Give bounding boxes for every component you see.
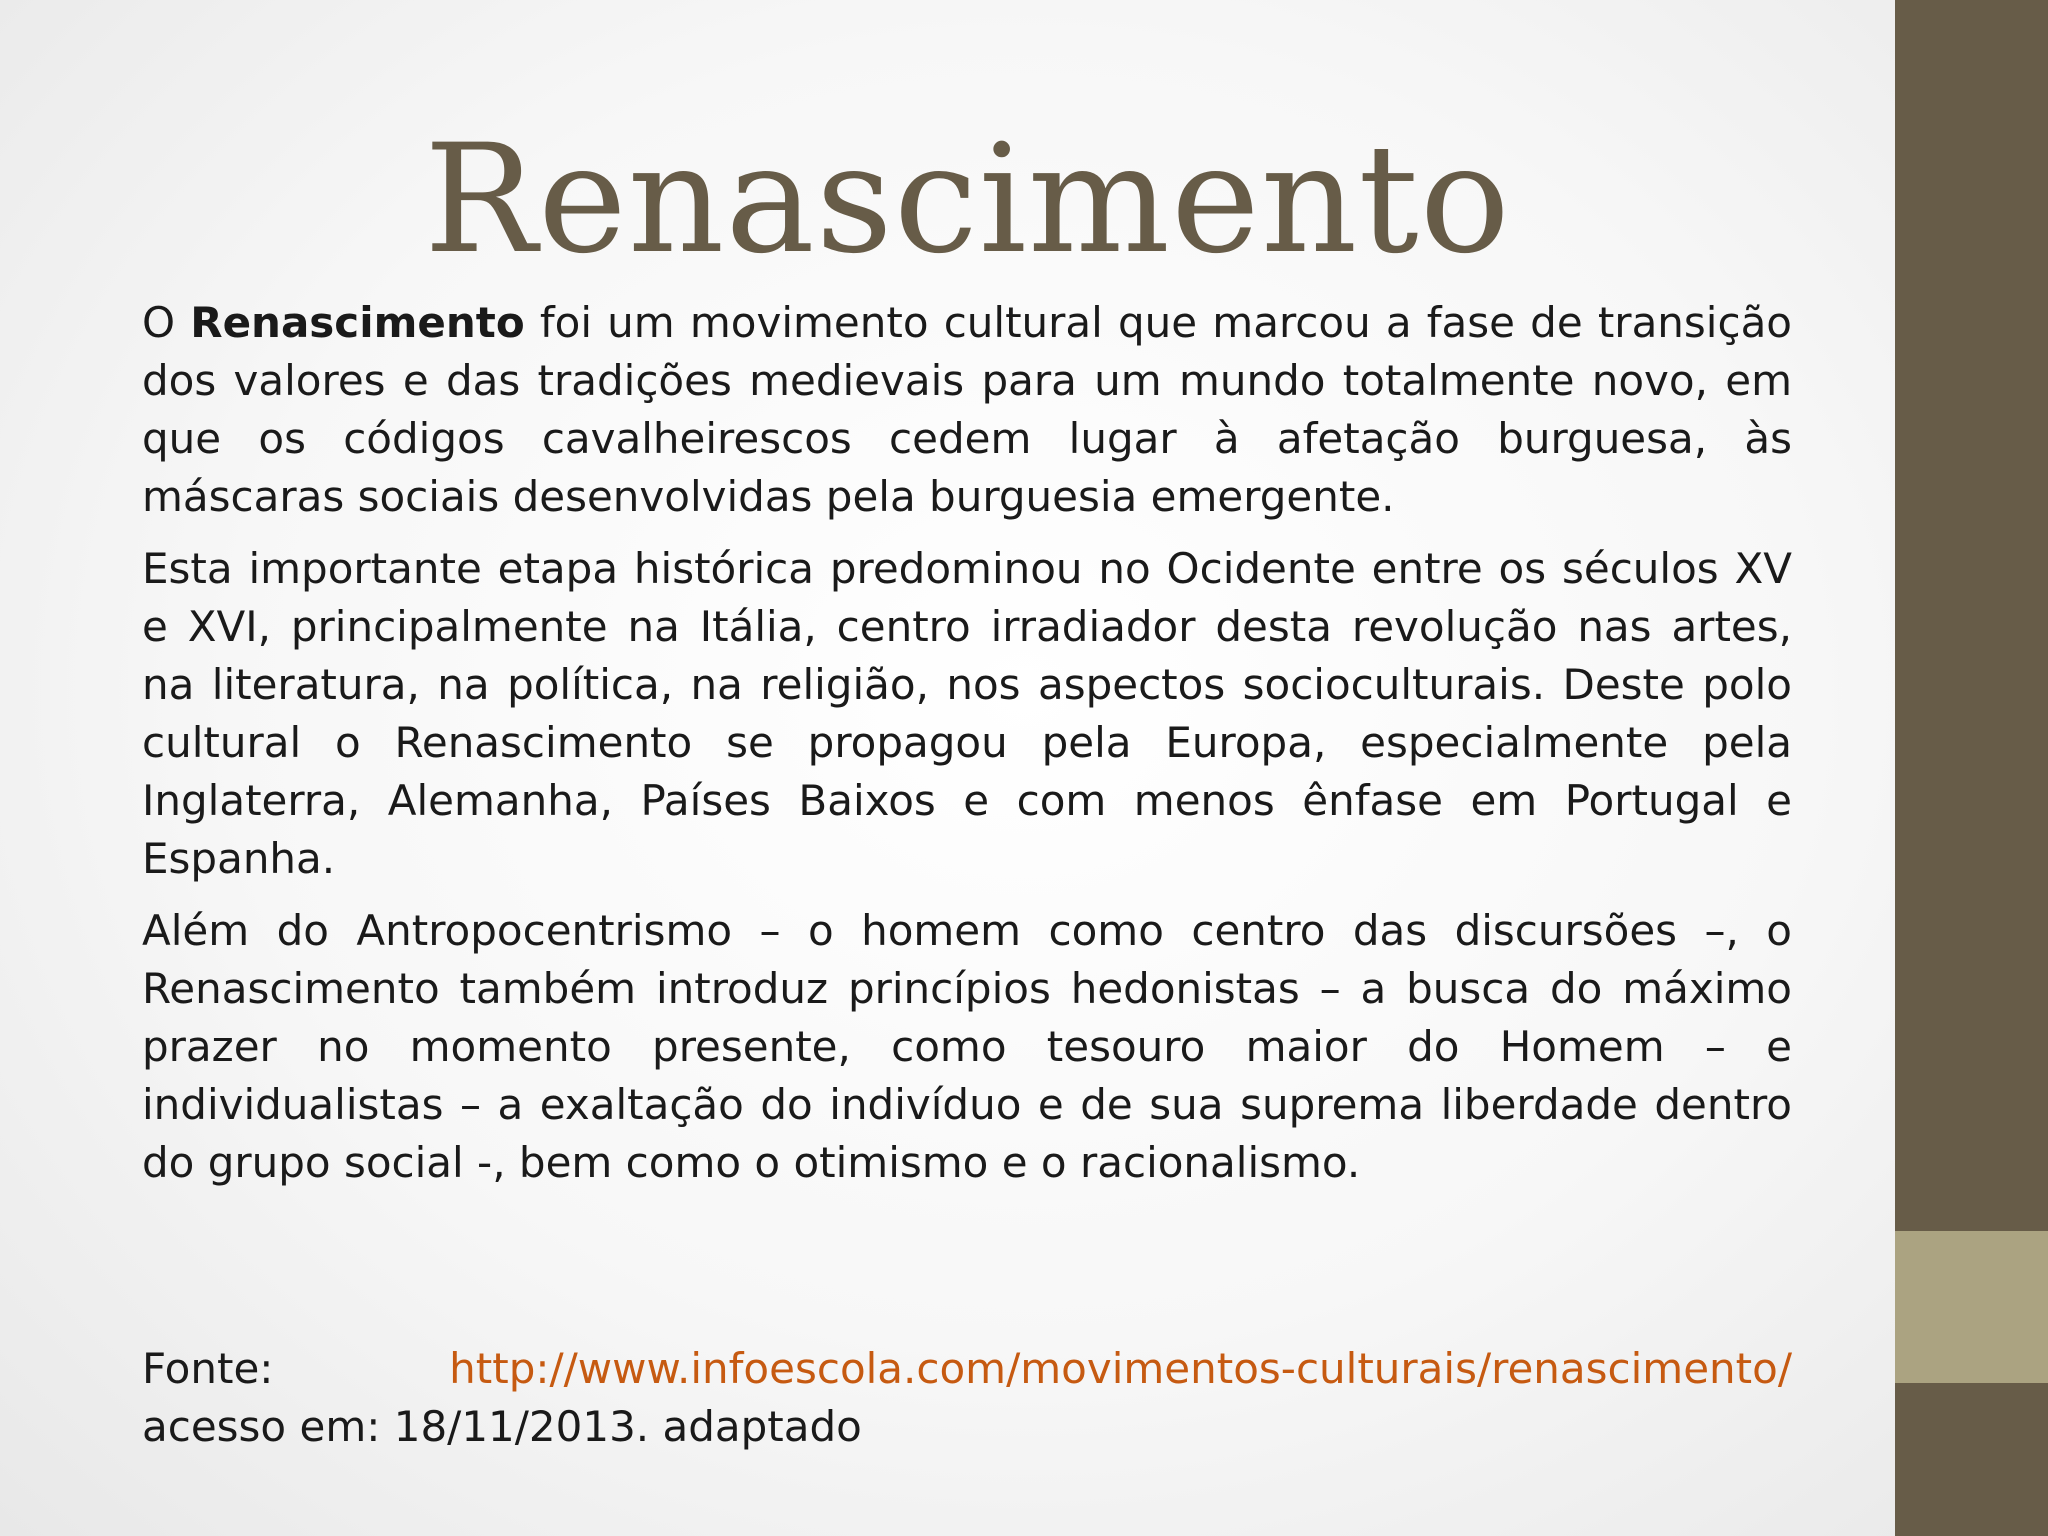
paragraph-3-text: Além do Antropocentrismo – o homem como centro das discursões –, o Renascimento também introduz princípios hedonistas – a busca do máximo prazer no momento presente, como tesouro maior do Homem – e individualistas – a exaltação do indivíduo e de sua suprema liberdade dentro do grupo social -, bem como o otimismo e o racionalismo. (142, 906, 1792, 1187)
source-line (142, 1340, 1792, 1398)
source-link[interactable]: http://www.infoescola.com/movimentos-culturais/renascimento/ (449, 1344, 1792, 1393)
source-citation (142, 1340, 1792, 1456)
slide-body (142, 294, 1792, 1206)
source-label: Fonte: (142, 1344, 274, 1393)
slide-title: Renascimento (424, 113, 1511, 287)
paragraph-2 (142, 540, 1792, 888)
source-access-date: acesso em: 18/11/2013. adaptado (142, 1402, 862, 1451)
paragraph-3 (142, 902, 1792, 1192)
paragraph-1-text: foi um movimento cultural que marcou a fase de transição dos valores e das tradições medievais para um mundo totalmente novo, em que os códigos cavalheirescos cedem lugar à afetação burguesa, às máscaras sociais desenvolvidas pela burguesia emergente. (142, 298, 1792, 521)
paragraph-1-bold-term: Renascimento (190, 298, 525, 347)
paragraph-1-prefix: O (142, 298, 191, 347)
paragraph-1 (142, 294, 1792, 526)
decorative-side-accent (1895, 1231, 2048, 1383)
paragraph-2-text: Esta importante etapa histórica predominou no Ocidente entre os séculos XV e XVI, principalmente na Itália, centro irradiador desta revolução nas artes, na literatura, na política, na religião, nos aspectos socioculturais. Deste polo cultural o Renascimento se propagou pela Europa, especialmente pela Inglaterra, Alemanha, Países Baixos e com menos ênfase em Portugal e Espanha. (142, 544, 1792, 883)
